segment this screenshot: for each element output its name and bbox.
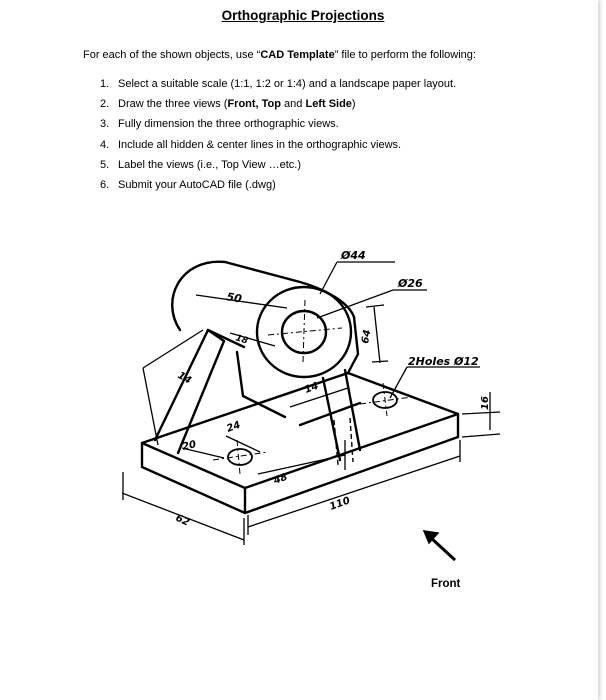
dim-text-20: 20 bbox=[181, 439, 198, 453]
instruction-text: Select a suitable scale (1:1, 1:2 or 1:4) and a landscape paper layout. bbox=[118, 78, 457, 90]
instruction-text: Fully dimension the three orthographic views. bbox=[118, 118, 339, 131]
intro-text-bold: CAD Template bbox=[260, 49, 335, 61]
instruction-number: 4. bbox=[100, 138, 110, 151]
dim-line-110 bbox=[248, 440, 460, 535]
instruction-text: ) bbox=[351, 98, 356, 111]
dim-line-14-left bbox=[143, 330, 203, 445]
dim-line-26 bbox=[317, 290, 427, 318]
instruction-number: 5. bbox=[100, 158, 110, 171]
dim-text-44: Ø44 bbox=[341, 249, 366, 262]
dim-text-24: 24 bbox=[225, 419, 243, 435]
instruction-text: Label the views (i.e., Top View …etc.) bbox=[118, 158, 302, 171]
instruction-number: 3. bbox=[100, 118, 110, 131]
instruction-text: and bbox=[281, 98, 306, 111]
dim-text-48: 48 bbox=[272, 471, 290, 487]
dim-text-50: 50 bbox=[225, 290, 243, 306]
dim-text-110: 110 bbox=[328, 495, 352, 513]
instruction-text: Submit your AutoCAD file (.dwg) bbox=[118, 178, 276, 191]
dim-text-14-mid: 14 bbox=[303, 380, 321, 396]
base-top-face bbox=[142, 373, 458, 488]
dim-text-16: 16 bbox=[480, 396, 491, 410]
instruction-text: Include all hidden & center lines in the orthographic views. bbox=[118, 138, 402, 151]
front-arrow-shaft bbox=[430, 537, 455, 560]
hole-right-centerline-h bbox=[360, 397, 412, 404]
page-title: Orthographic Projections bbox=[221, 8, 385, 23]
dim-text-64: 64 bbox=[360, 328, 374, 345]
dim-text-26: Ø26 bbox=[398, 277, 423, 290]
dim-text-14-left: 14 bbox=[175, 370, 194, 387]
front-view-label: Front bbox=[431, 578, 461, 590]
dim-text-62: 62 bbox=[173, 512, 191, 529]
instruction-text: Left Side bbox=[305, 98, 352, 111]
dim-line-44 bbox=[320, 262, 395, 294]
bore-centerline-h bbox=[268, 328, 342, 335]
instruction-number: 2. bbox=[100, 98, 110, 111]
intro-text-after: ” file to perform the following: bbox=[334, 49, 476, 61]
instruction-number: 6. bbox=[100, 178, 110, 191]
instruction-text: Front, Top bbox=[227, 98, 281, 111]
instruction-text: Draw the three views ( bbox=[118, 98, 228, 111]
instruction-number: 1. bbox=[100, 78, 110, 90]
dim-text-18: 18 bbox=[234, 333, 250, 347]
intro-text-before: For each of the shown objects, use “ bbox=[83, 49, 261, 61]
hole-left-centerline-h bbox=[213, 452, 268, 460]
dim-text-holes: 2Holes Ø12 bbox=[408, 355, 479, 368]
dim-line-62 bbox=[122, 472, 244, 545]
hole-left-centerline-v bbox=[237, 440, 240, 474]
